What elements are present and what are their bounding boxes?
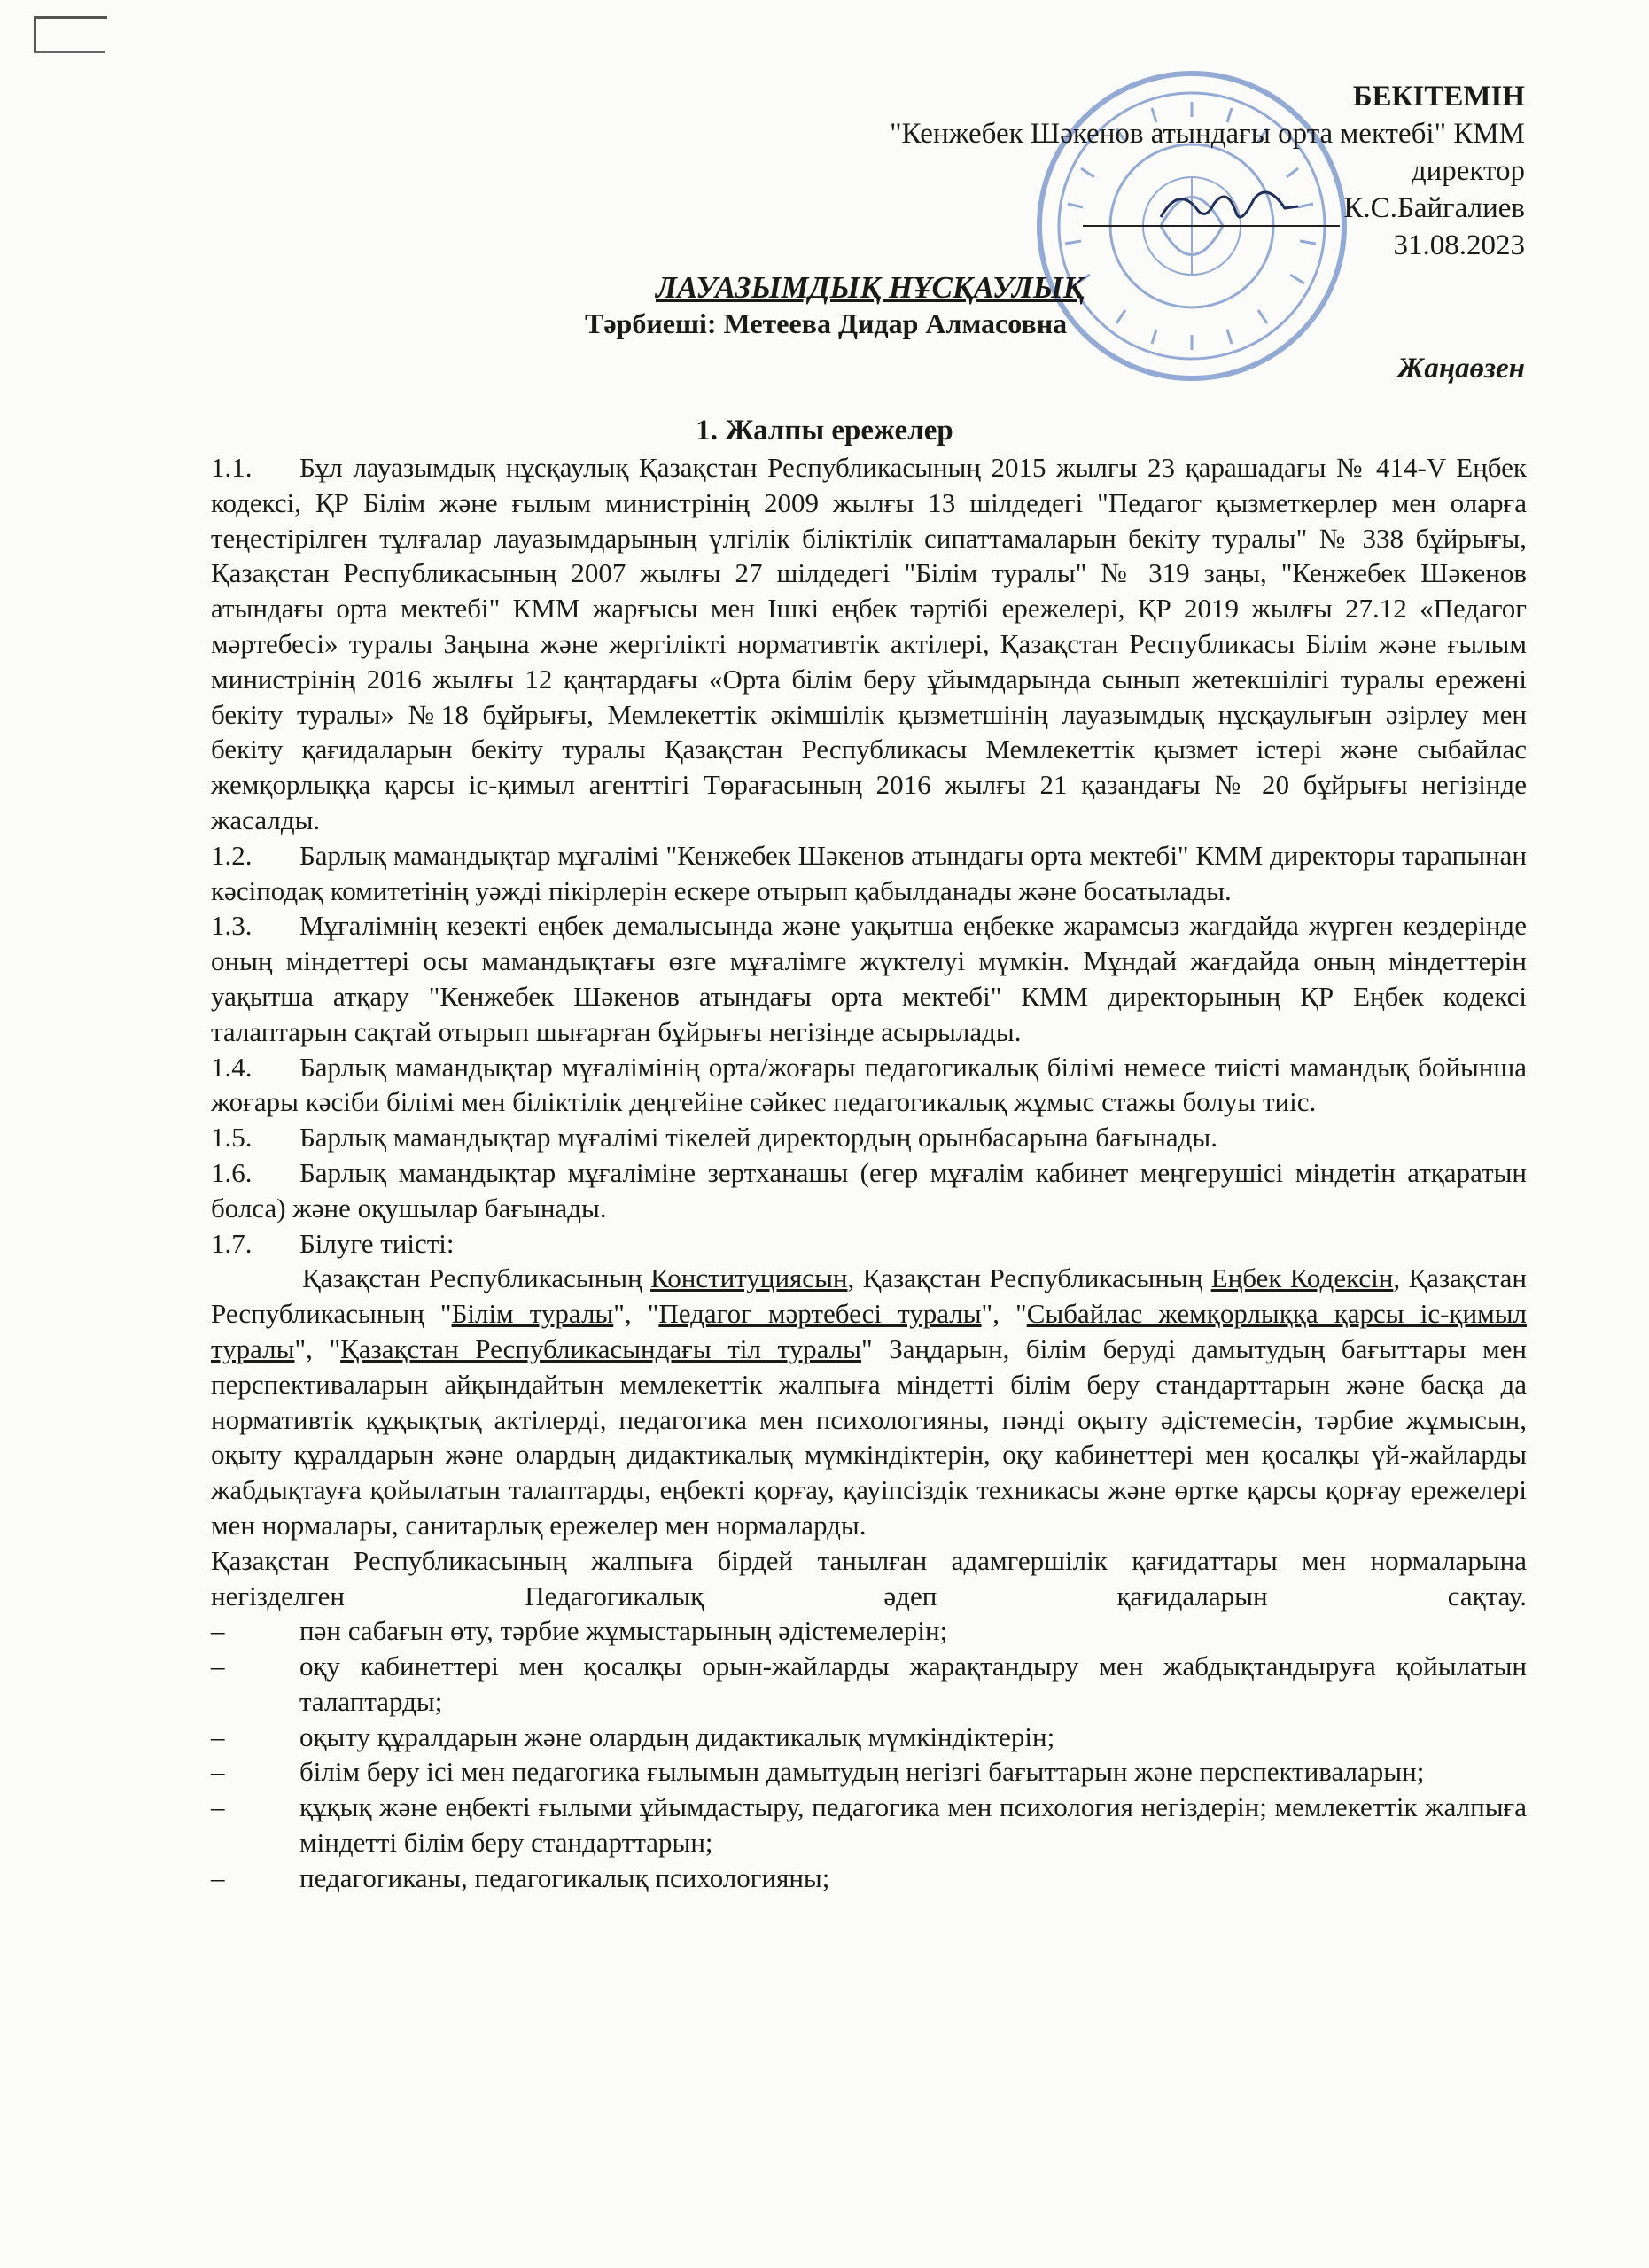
approval-signature-line (727, 190, 1525, 227)
document-body (211, 450, 1527, 1896)
education-law-link[interactable]: Білім туралы (451, 1298, 614, 1330)
teacher-line: Тәрбиеші: Метеева Дидар Алмасовна (585, 307, 1068, 339)
dash-bullet: – (211, 1651, 225, 1682)
scan-corner-line (34, 51, 105, 53)
approval-heading: БЕКІТЕМІН (1352, 81, 1525, 113)
list-item-text: құқық және еңбекті ғылыми ұйымдастыру, педагогика мен психология негіздерін; мемлекеттік жалпыға міндетті білім беру стандарттарын; (299, 1791, 1527, 1859)
paragraph-text: Бұл лауазымдық нұсқаулық Қазақстан Республикасының 2015 жылғы 23 қарашадағы № 414-V Еңбек кодексі, ҚР Білім және ғылым министрінің 2009 жылғы 13 шілдедегі "Педагог қызметкерлер мен оларға теңестірілген тұлғалар лауазымдарының үлгілік біліктілік сипаттамаларын бекіту туралы" № 338 бұйрығы, Қазақстан Республикасының 2007 жылғы 27 шілдедегі "Білім туралы" № 319 заңы, "Кенжебек Шәкенов атындағы орта мектебі" КММ жарғысы мен Ішкі еңбек тәртібі ережелері, ҚР 2019 жылғы 27.12 «Педагог мәртебесі» туралы Заңына және жергілікті нормативтік актілері, Қазақстан Республикасы Білім және ғылым министрінің 2016 жылғы 12 қаңтардағы «Орта білім беру ұйымдарында сынып жетекшілігі туралы ережені бекіту туралы» №18 бұйрығы, Мемлекеттік әкімшілік қызметшінің лауазымдық нұсқаулығын әзірлеу мен бекіту қағидаларын бекіту туралы Қазақстан Республикасы Мемлекеттік қызмет істері және сыбайлас жемқорлыққа қарсы іс-қимыл агенттігі Төрағасының 2016 жылғы 21 қазандағы № 20 бұйрығы негізінде жасалды. (211, 452, 1527, 835)
paragraph-number: 1.6. (211, 1156, 253, 1188)
laws-text: , Қазақстан Республикасының " (211, 1262, 1527, 1330)
paragraph-1-6 (211, 1155, 1527, 1226)
paragraph-number: 1.2. (211, 839, 253, 871)
list-item-text: педагогиканы, педагогикалық психологияны; (299, 1861, 830, 1893)
list-item-text: білім беру ісі мен педагогика ғылымын дамытудың негізгі бағыттарын және перспективаларын; (299, 1756, 1425, 1788)
document-title: ЛАУАЗЫМДЫҚ НҰСҚАУЛЫҚ (656, 270, 1085, 305)
signature-line (1083, 198, 1340, 227)
anti-corruption-law-link[interactable]: Сыбайлас жемқорлыққа қарсы іс-қимыл туралы (211, 1298, 1527, 1364)
paragraph-text: Білуге тиісті: (299, 1227, 455, 1259)
labor-code-link[interactable]: Еңбек Кодексін (1210, 1262, 1394, 1294)
laws-text: " Заңдарын, білім беруді дамытудың бағыттары мен перспективаларын айқындайтын мемлекеттік жалпыға міндетті білім беру стандарттарын және басқа да нормативтік құқықтық актілерді, педагогика мен психологияны, пәнді оқыту әдістемесін, тәрбие жұмысын, оқыту құралдарын және олардың дидактикалық мүмкіндіктерін, оқу кабинеттері мен қосалқы үй-жайларды жабдықтауға қойылатын талаптарды, еңбекті қорғау, қауіпсіздік техникасы және өртке қарсы қорғау ережелері мен нормалары, санитарлық ережелер мен нормаларды. (211, 1332, 1527, 1541)
approval-block (727, 78, 1525, 264)
dash-bullet: – (211, 1756, 225, 1788)
list-item (211, 1754, 1527, 1790)
approval-position: директор (1411, 155, 1525, 187)
list-item (211, 1860, 1527, 1896)
approval-name: К.С.Байгалиев (1343, 192, 1525, 224)
laws-text: ", " (294, 1332, 341, 1364)
paragraph-1-2 (211, 838, 1527, 909)
approval-school: "Кенжебек Шәкенов атындағы орта мектебі" КММ (890, 118, 1525, 150)
paragraph-number: 1.3. (211, 910, 253, 942)
paragraph-1-5 (211, 1120, 1527, 1155)
list-item (211, 1613, 1527, 1649)
ethics-paragraph: Қазақстан Республикасының жалпыға бірдей танылған адамгершілік қағидаттары мен нормаларына негізделген Педагогикалық әдеп қағидаларын сақтау. (211, 1544, 1527, 1612)
paragraph-text: Барлық мамандықтар мұғалімі "Кенжебек Шәкенов атындағы орта мектебі" КММ директоры тарапынан кәсіподақ комитетінің уәжді пікірлерін ескере отырып қабылданады және босатылады. (211, 839, 1527, 906)
paragraph-1-7 (211, 1226, 1527, 1262)
paragraph-number: 1.7. (211, 1227, 253, 1259)
list-item (211, 1790, 1527, 1860)
laws-text: Қазақстан Республикасының (302, 1262, 651, 1294)
dash-bullet: – (211, 1791, 225, 1823)
language-law-link[interactable]: Қазақстан Республикасындағы тіл туралы (340, 1332, 862, 1364)
paragraph-text: Барлық мамандықтар мұғаліміне зертханашы (егер мұғалім кабинет меңгерушісі міндетін атқаратын болса) және оқушылар бағынады. (211, 1156, 1527, 1223)
list-item-text: пән сабағын өту, тәрбие жұмыстарының әдістемелерін; (299, 1615, 948, 1647)
dash-bullet: – (211, 1861, 225, 1893)
paragraph-number: 1.1. (211, 452, 253, 483)
list-item (211, 1720, 1527, 1755)
paragraph-text: Барлық мамандықтар мұғалімінің орта/жоғары педагогикалық білімі немесе тиісті мамандық бойынша жоғары кәсіби білімі мен біліктілік деңгейіне сәйкес педагогикалық жұмыс стажы болуы тиіс. (211, 1051, 1527, 1118)
list-item-text: оқу кабинеттері мен қосалқы орын-жайларды жарақтандыру мен жабдықтандыруға қойылатын талаптарды; (299, 1651, 1527, 1717)
paragraph-number: 1.5. (211, 1122, 253, 1153)
teacher-status-law-link[interactable]: Педагог мәртебесі туралы (658, 1298, 982, 1330)
paragraph-1-3 (211, 908, 1527, 1049)
scan-corner-mark (34, 16, 107, 52)
laws-text: ", " (613, 1298, 659, 1330)
laws-text: , Қазақстан Республикасының (847, 1262, 1211, 1294)
dash-bullet: – (211, 1720, 225, 1752)
paragraph-1-4 (211, 1050, 1527, 1121)
approval-date: 31.08.2023 (1393, 229, 1525, 261)
constitution-link[interactable]: Конституциясын (650, 1262, 848, 1294)
laws-paragraph (211, 1261, 1527, 1542)
list-item (211, 1649, 1527, 1720)
city-name: Жаңаөзен (1397, 353, 1525, 384)
paragraph-number: 1.4. (211, 1051, 253, 1083)
section-title: 1. Жалпы ережелер (696, 415, 953, 447)
list-item-text: оқыту құралдарын және олардың дидактикалық мүмкіндіктерін; (299, 1720, 1055, 1752)
laws-text: ", " (981, 1298, 1027, 1330)
paragraph-text: Мұғалімнің кезекті еңбек демалысында және уақытша еңбекке жарамсыз жағдайда жүрген кездерінде оның міндеттері осы мамандықтағы өзге мұғалімге жүктелуі мүмкін. Мұндай жағдайда оның міндеттерін уақытша атқару "Кенжебек Шәкенов атындағы орта мектебі" КММ директорының ҚР Еңбек кодексі талаптарын сақтай отырып шығарған бұйрығы негізінде асырылады. (211, 910, 1527, 1047)
paragraph-text: Барлық мамандықтар мұғалімі тікелей директордың орынбасарына бағынады. (299, 1122, 1217, 1153)
dash-bullet: – (211, 1615, 225, 1647)
paragraph-1-1 (211, 450, 1527, 838)
